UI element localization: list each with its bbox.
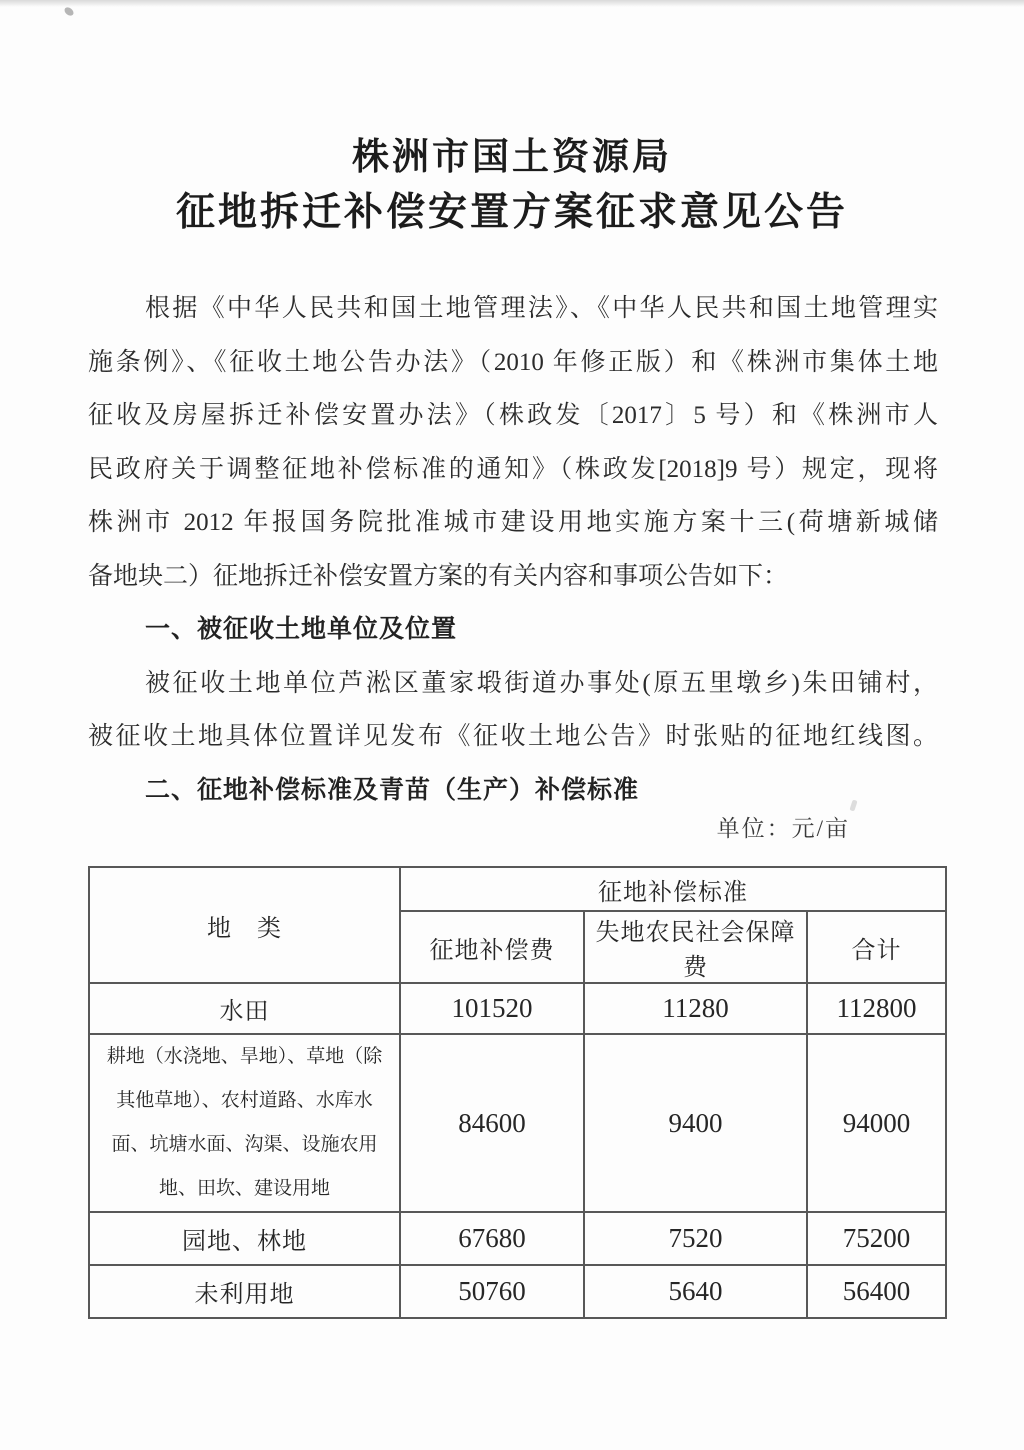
compensation-cell: 67680 [400,1212,584,1265]
table-header-compensation-fee: 征地补偿费 [400,911,584,983]
section1-paragraph-line: 被征收土地单位芦淞区董家塅街道办事处(原五里墩乡)朱田铺村， [145,669,938,697]
paragraph-line: 征收及房屋拆迁补偿安置办法》（株政发〔2017〕5 号）和《株洲市人 [88,402,938,429]
social-security-cell: 11280 [584,983,807,1034]
section1-heading: 一、被征收土地单位及位置 [145,615,458,643]
table-header-social-security-fee: 失地农民社会保障费 [584,911,807,983]
total-cell: 56400 [807,1265,946,1318]
land-type-cell: 耕地（水浇地、旱地）、草地（除 其他草地）、农村道路、水库水 面、坑塘水面、沟渠、设施农用 地、田坎、建设用地 [89,1034,400,1212]
table-row [89,1212,946,1265]
paragraph-line: 株洲市 2012 年报国务院批准城市建设用地实施方案十三(荷塘新城储 [88,509,938,536]
paragraph-line: 根据《中华人民共和国土地管理法》、《中华人民共和国土地管理实 [145,295,938,322]
land-type-cell: 园地、林地 [89,1212,400,1265]
social-security-cell: 5640 [584,1265,807,1318]
paragraph-line: 备地块二）征地拆迁补偿安置方案的有关内容和事项公告如下： [88,562,789,590]
table-header-standard-group: 征地补偿标准 [400,867,946,911]
table-row [89,1265,946,1318]
land-type-cell: 未利用地 [89,1265,400,1318]
document-body [88,282,938,817]
scan-artifact [63,6,75,18]
table-header-total: 合计 [807,911,946,983]
total-cell: 94000 [807,1034,946,1212]
section1-paragraph-line: 被征收土地具体位置详见发布《征收土地公告》时张贴的征地红线图。 [88,723,938,750]
table-row [89,983,946,1034]
table-header-land-type: 地 类 [89,867,400,983]
compensation-table [88,866,947,1319]
page-title-line2: 征地拆迁补偿安置方案征求意见公告 [175,191,848,234]
compensation-cell: 84600 [400,1034,584,1212]
table-header-row [89,867,946,911]
paragraph-line: 施条例》、《征收土地公告办法》（2010 年修正版）和《株洲市集体土地 [88,348,938,376]
table-row [89,1034,946,1212]
social-security-cell: 7520 [584,1212,807,1265]
compensation-cell: 101520 [400,983,584,1034]
social-security-cell: 9400 [584,1034,807,1212]
paragraph-line: 民政府关于调整征地补偿标准的通知》（株政发[2018]9 号）规定，现将 [88,455,938,483]
scan-artifact [0,0,1024,7]
total-cell: 75200 [807,1212,946,1265]
page-title-line1: 株洲市国土资源局 [352,136,672,177]
total-cell: 112800 [807,983,946,1034]
section2-heading: 二、征地补偿标准及青苗（生产）补偿标准 [145,775,640,804]
table-unit-label: 单位：元/亩 [716,816,850,841]
land-type-cell: 水田 [89,983,400,1034]
compensation-cell: 50760 [400,1265,584,1318]
